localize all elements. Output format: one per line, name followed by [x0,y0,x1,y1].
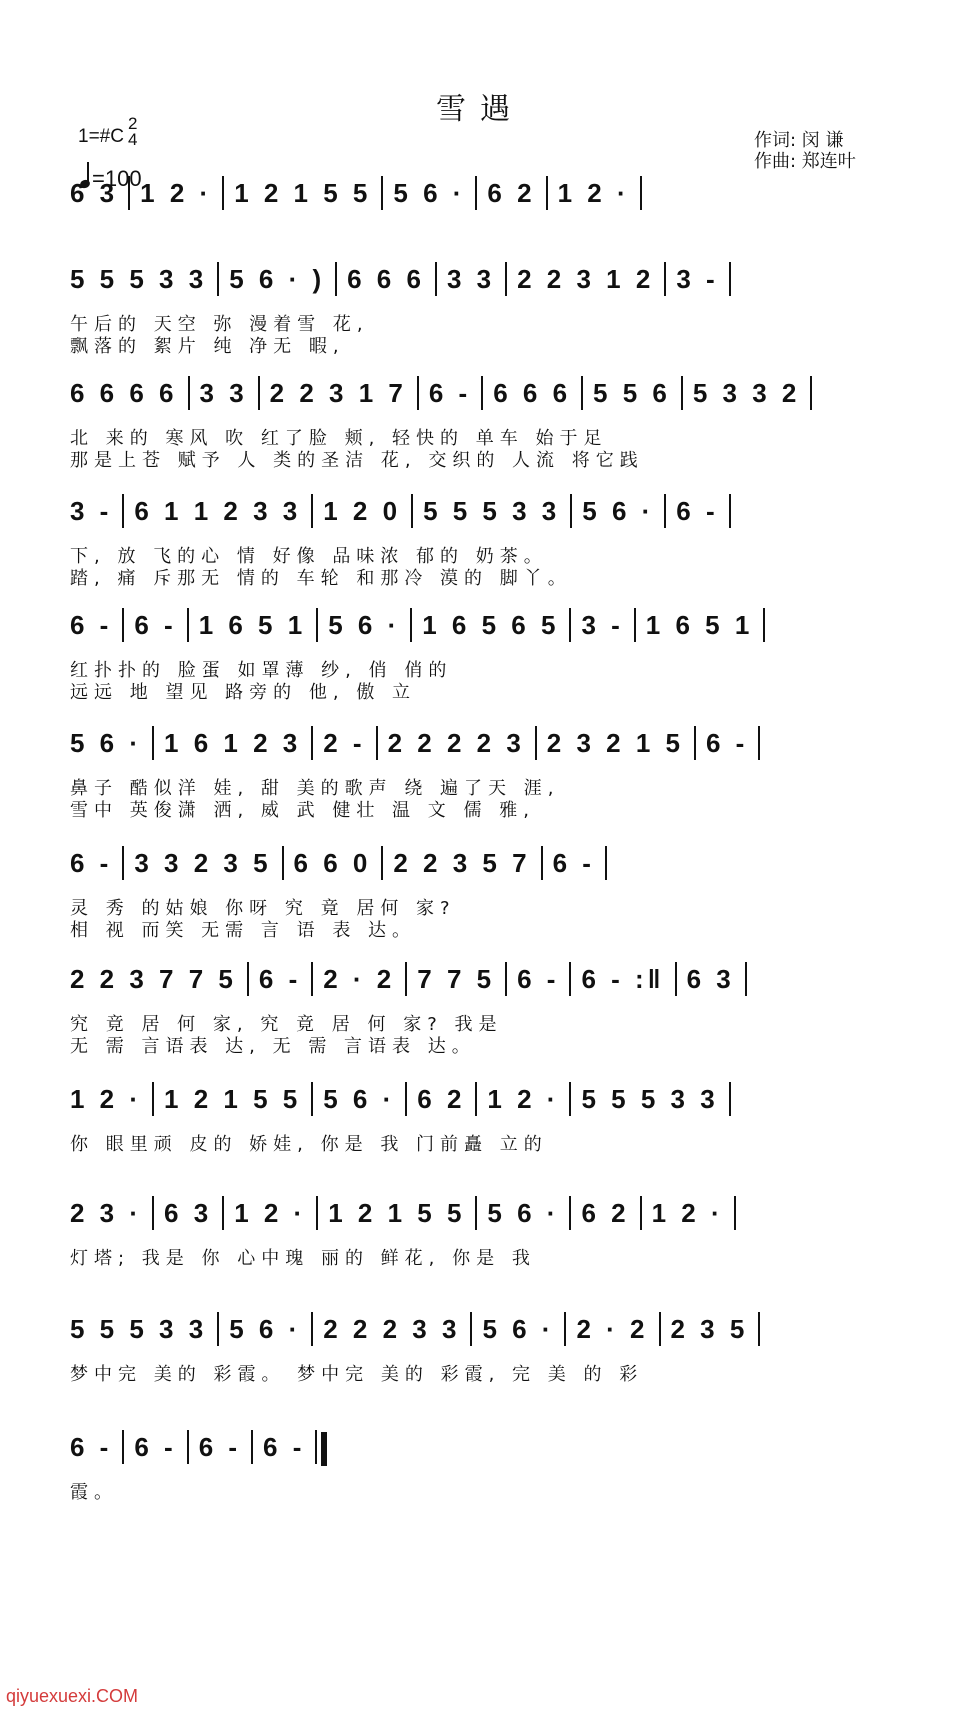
measure: 1 2 · [224,1196,318,1230]
lyric-line: 梦中完 美的 彩霞。 梦中完 美的 彩霞, 完 美 的 彩 [70,1364,644,1385]
measure: 6 - [666,494,730,528]
lyric-line: 雪中 英俊潇 洒, 威 武 健壮 温 文 儒 雅, [70,800,535,821]
measure: 1 6 5 1 [636,608,766,642]
measure: 5 5 6 [583,376,683,410]
measure: 6 6 0 [284,846,384,880]
measure: 6 - [253,1430,317,1464]
measure: 1 2 0 [313,494,413,528]
notes-line [70,608,890,642]
time-signature [128,116,137,148]
lyric-line: 灯塔; 我是 你 心中瑰 丽的 鲜花, 你是 我 [70,1248,536,1269]
lyric-line: 鼻子 酷似洋 娃, 甜 美的歌声 绕 遍了天 涯, [70,778,560,799]
measure: 5 6 · [219,1312,313,1346]
lyricist: 作词: 闵 谦 [754,130,844,151]
lyric-line: 飘落的 絮片 纯 净无 暇, [70,336,345,357]
measure: 5 6 · [318,608,412,642]
final-barline [321,1432,327,1466]
measure: 1 2 1 5 5 [318,1196,477,1230]
score-system [70,1196,890,1270]
notes-line [70,262,890,296]
lyric-line: 无 需 言语表 达, 无 需 言语表 达。 [70,1036,476,1057]
measure: 7 7 5 [407,962,507,996]
measure: 1 2 · [642,1196,736,1230]
notes-line [70,376,890,410]
lyric-line: 红扑扑的 脸蛋 如罩薄 纱, 俏 俏的 [70,660,453,681]
score-system [70,1312,890,1386]
measure: 6 2 [571,1196,641,1230]
notes-line [70,494,890,528]
lyric-line: 下, 放 飞的心 情 好像 品味浓 郁的 奶茶。 [70,546,548,567]
measure: 6 3 [70,176,130,210]
measure: 2 3 · [70,1196,154,1230]
measure: 2 2 2 2 3 [378,726,537,760]
measure: 6 3 [154,1196,224,1230]
notes-line [70,1312,890,1346]
measure: 3 3 2 3 5 [124,846,283,880]
score-system [70,494,890,590]
notes-line [70,176,890,210]
measure: 6 - [124,608,188,642]
measure: 6 2 [407,1082,477,1116]
measure: 2 2 3 1 2 [507,262,666,296]
measure: 1 2 1 5 5 [224,176,383,210]
notes-line [70,726,890,760]
measure: 2 2 3 7 7 5 [70,962,249,996]
measure: 6 - [124,1430,188,1464]
measure: 2 3 5 [661,1312,761,1346]
measure: 3 - [666,262,730,296]
composer: 作曲: 郑连叶 [754,151,856,172]
notes-line [70,1430,890,1464]
measure: 2 2 3 1 7 [260,376,419,410]
score-system [70,726,890,822]
lyric-line: 灵 秀 的姑娘 你呀 究 竟 居何 家? [70,898,456,919]
measure: 1 2 · [477,1082,571,1116]
measure: 6 - [70,1430,124,1464]
measure: 5 5 5 3 3 [70,262,219,296]
measure: 1 6 1 2 3 [154,726,313,760]
score-system [70,608,890,704]
measure: 1 6 5 6 5 [412,608,571,642]
lyric-line: 踏, 痛 斥那无 情的 车轮 和那冷 漠的 脚丫。 [70,568,572,589]
score-system [70,376,890,472]
measure: 5 6 · [313,1082,407,1116]
measure: 6 6 6 6 [70,376,190,410]
score-system [70,262,890,358]
measure: 5 5 5 3 3 [413,494,572,528]
score-system [70,1430,890,1504]
measure: 1 2 · [548,176,642,210]
score-system [70,1082,890,1156]
notes-line [70,846,890,880]
watermark: qiyuexuexi.COM [6,1686,139,1706]
measure: 6 - [249,962,313,996]
lyric-line: 北 来的 寒风 吹 红了脸 颊, 轻快的 单车 始于足 [70,428,608,449]
measure: 6 6 6 [337,262,437,296]
measure: 6 3 [677,962,747,996]
meter-top: 2 [128,114,138,133]
measure: 6 - [543,846,607,880]
measure: 5 6 · [70,726,154,760]
measure: 2 2 2 3 3 [313,1312,472,1346]
key-signature: 1=#C [78,126,124,147]
measure: 5 3 3 2 [683,376,813,410]
measure: 5 6 · [472,1312,566,1346]
measure: 1 6 5 1 [189,608,319,642]
measure: 3 - [571,608,635,642]
score-system [70,846,890,942]
measure: 3 3 [437,262,507,296]
measure: 6 - [507,962,571,996]
lyric-line: 那是上苍 赋予 人 类的圣洁 花, 交织的 人流 将它践 [70,450,644,471]
notes-line [70,1196,890,1230]
lyric-line: 你 眼里顽 皮的 娇娃, 你是 我 门前矗 立的 [70,1134,548,1155]
measure: 6 - [70,608,124,642]
credits [754,130,856,172]
measure: 5 6 · [572,494,666,528]
measure: 6 - [70,846,124,880]
measure: 1 2 1 5 5 [154,1082,313,1116]
measure: 2 - [313,726,377,760]
measure: 6 - [419,376,483,410]
lyric-line: 远远 地 望见 路旁的 他, 傲 立 [70,682,417,703]
measure: 3 - [70,494,124,528]
notes-line [70,1082,890,1116]
measure: 2 · 2 [313,962,407,996]
lyric-line: 相 视 而笑 无需 言 语 表 达。 [70,920,417,941]
tempo-value: =100 [92,166,142,191]
lyric-line: 午后的 天空 弥 漫着雪 花, [70,314,369,335]
measure: 2 3 2 1 5 [537,726,696,760]
score-system [70,962,890,1058]
lyric-line: 霞。 [70,1482,118,1503]
measure: 6 - :‖ [571,962,676,996]
meter-bottom: 4 [128,130,138,149]
measure: 6 1 1 2 3 3 [124,494,313,528]
notes-line [70,962,890,996]
measure: 1 2 · [130,176,224,210]
score-system [70,176,890,228]
measure: 5 6 · [477,1196,571,1230]
measure: 2 · 2 [566,1312,660,1346]
measure: 1 2 · [70,1082,154,1116]
measure: 6 6 6 [483,376,583,410]
measure: 6 - [696,726,760,760]
song-title: 雪遇 [436,92,524,127]
measure: 5 6 · [383,176,477,210]
measure: 3 3 [190,376,260,410]
measure: 5 5 5 3 3 [70,1312,219,1346]
measure: 6 2 [477,176,547,210]
measure: 5 6 · ) [219,262,337,296]
lyric-line: 究 竟 居 何 家, 究 竟 居 何 家? 我是 [70,1014,503,1035]
measure: 6 - [189,1430,253,1464]
measure: 2 2 3 5 7 [383,846,542,880]
measure: 5 5 5 3 3 [571,1082,730,1116]
